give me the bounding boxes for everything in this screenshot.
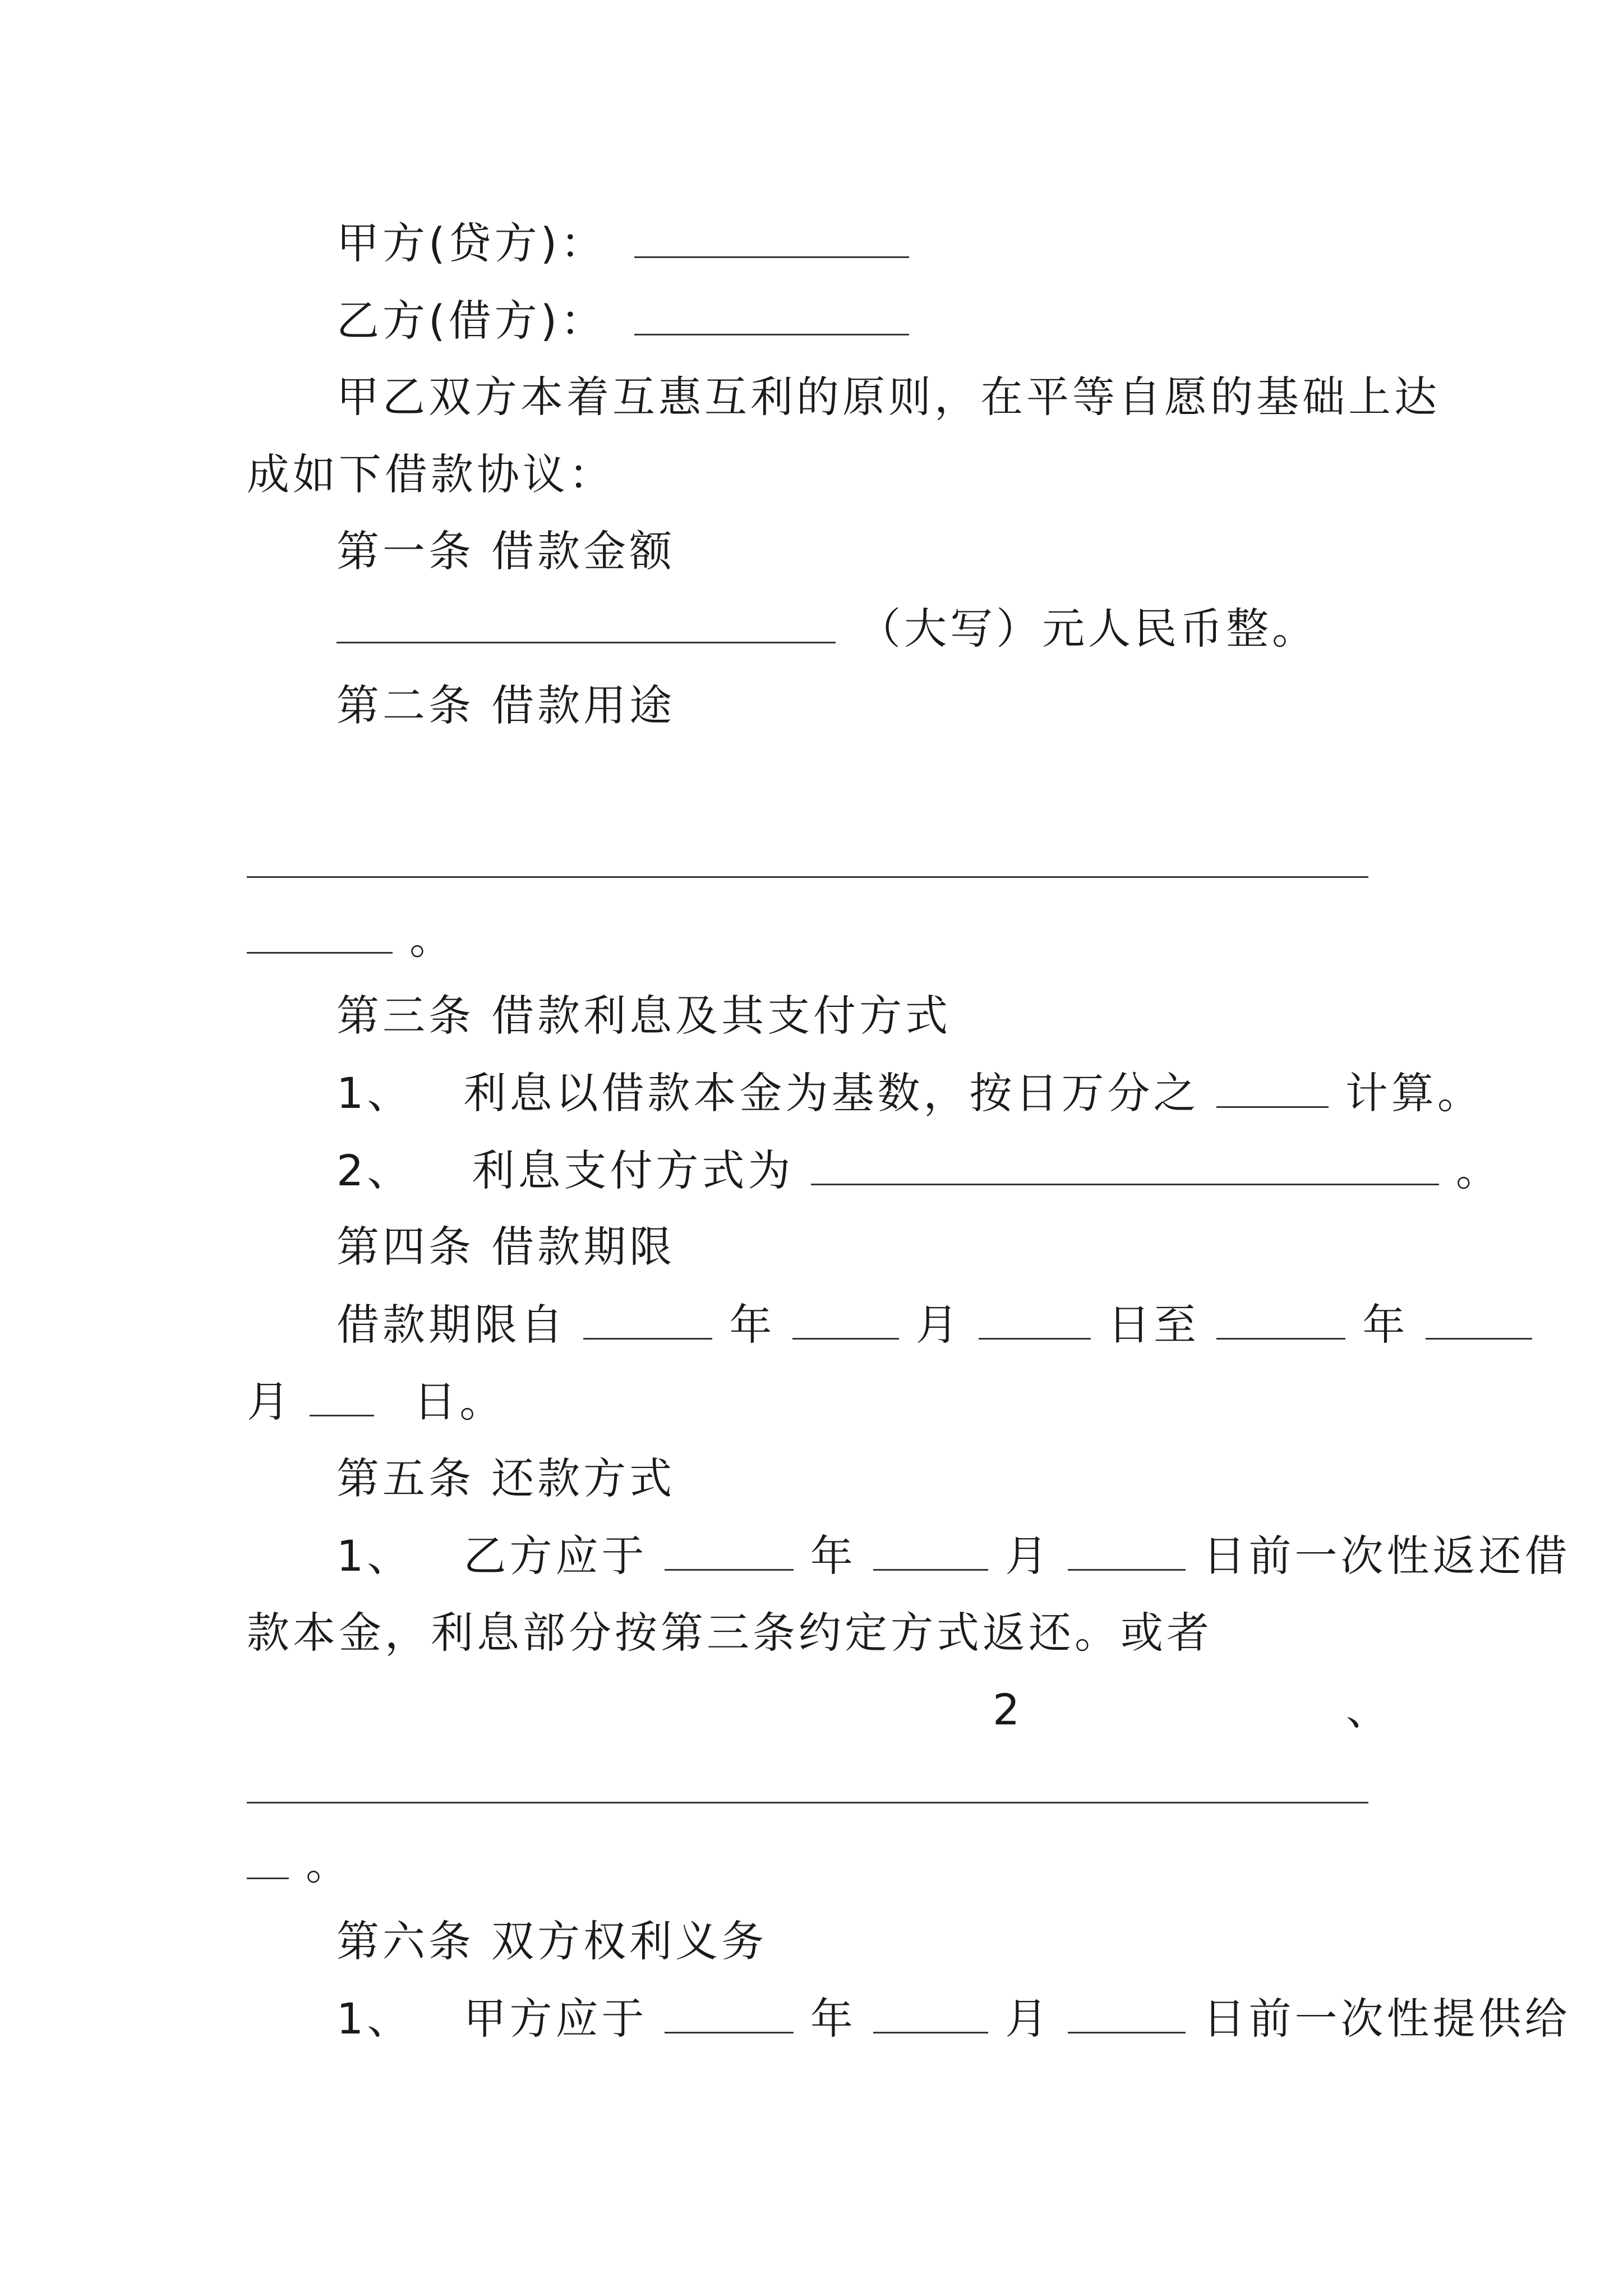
article-2-title: 第二条 借款用途 <box>336 680 676 730</box>
purpose-blank-end <box>247 917 393 954</box>
item-2-end-line <box>247 1839 352 1889</box>
party-a-blank <box>634 222 909 258</box>
party-b-blank <box>634 299 909 335</box>
article-1-title: 第一条 借款金额 <box>336 526 676 576</box>
intro-line-2: 成如下借款协议： <box>247 449 615 499</box>
repay-year-blank <box>665 1534 794 1571</box>
article-4-period-line-2 <box>247 1377 506 1427</box>
article-5-item-2-number: 2 <box>993 1685 1023 1734</box>
amount-blank <box>336 607 836 643</box>
item-number: 1、 <box>336 1994 413 2044</box>
article-5-title: 第五条 还款方式 <box>336 1453 676 1503</box>
start-month-blank <box>792 1303 899 1340</box>
month-label: 月 <box>1005 1531 1052 1581</box>
purpose-end-line <box>247 914 456 964</box>
repay-month-blank <box>873 1534 988 1571</box>
period-text: 借款期限自 <box>336 1300 566 1350</box>
provide-suffix: 日前一次性提供给 <box>1202 1994 1571 2044</box>
provide-year-blank <box>665 1997 794 2033</box>
interest-suffix: 计算。 <box>1345 1068 1483 1118</box>
payment-method-blank <box>811 1149 1439 1185</box>
item-number: 1、 <box>336 1068 413 1118</box>
provide-text: 甲方应于 <box>463 1994 648 2044</box>
article-5-item-1 <box>336 1531 1571 1581</box>
article-4-title: 第四条 借款期限 <box>336 1222 676 1272</box>
provide-day-blank <box>1068 1997 1186 2033</box>
end-day-blank <box>310 1380 374 1416</box>
party-a-line <box>336 218 909 268</box>
end-year-blank <box>1216 1303 1345 1340</box>
article-6-title: 第六条 双方权利义务 <box>336 1916 768 1966</box>
item-number: 1、 <box>336 1531 413 1581</box>
party-b-label: 乙方(借方)： <box>336 296 607 346</box>
item-2-blank-end <box>247 1843 289 1879</box>
payment-method-text: 利息支付方式为 <box>472 1145 794 1195</box>
interest-rate-blank <box>1216 1071 1329 1108</box>
amount-suffix: （大写）元人民币整。 <box>858 604 1318 654</box>
article-5-item-1-line-2: 款本金，利息部分按第三条约定方式返还。或者 <box>247 1608 1212 1658</box>
start-year-blank <box>583 1303 712 1340</box>
month-label: 月 <box>247 1377 293 1427</box>
year-label: 年 <box>1362 1300 1409 1350</box>
day-to-label: 日至 <box>1108 1300 1200 1350</box>
article-4-period-line <box>336 1300 1532 1350</box>
year-label: 年 <box>729 1300 776 1350</box>
purpose-blank-line <box>247 876 1368 878</box>
party-a-label: 甲方(贷方)： <box>336 218 607 268</box>
article-3-title: 第三条 借款利息及其支付方式 <box>336 991 952 1041</box>
purpose-period: 。 <box>409 914 456 964</box>
item-number: 2、 <box>336 1145 413 1195</box>
party-b-line <box>336 296 909 346</box>
article-3-item-1 <box>336 1068 1483 1118</box>
provide-month-blank <box>873 1997 988 2033</box>
article-5-item-2-separator: 、 <box>1346 1685 1392 1734</box>
interest-text: 利息以借款本金为基数，按日万分之 <box>463 1068 1200 1118</box>
payment-period: 。 <box>1455 1145 1502 1195</box>
intro-line-1: 甲乙双方本着互惠互利的原则，在平等自愿的基础上达 <box>336 372 1440 422</box>
year-label: 年 <box>810 1994 856 2044</box>
repay-text: 乙方应于 <box>463 1531 648 1581</box>
repay-day-blank <box>1068 1534 1186 1571</box>
item-2-blank-line <box>247 1802 1368 1803</box>
day-end-label: 日。 <box>413 1377 506 1427</box>
article-1-amount-line <box>336 604 1318 654</box>
month-label: 月 <box>1005 1994 1052 2044</box>
article-3-item-2 <box>336 1145 1502 1195</box>
repay-suffix: 日前一次性返还借 <box>1202 1531 1571 1581</box>
end-month-blank-start <box>1426 1303 1532 1340</box>
item-2-period: 。 <box>306 1839 352 1889</box>
month-label: 月 <box>915 1300 962 1350</box>
start-day-blank <box>979 1303 1091 1340</box>
year-label: 年 <box>810 1531 856 1581</box>
article-6-item-1 <box>336 1994 1571 2044</box>
